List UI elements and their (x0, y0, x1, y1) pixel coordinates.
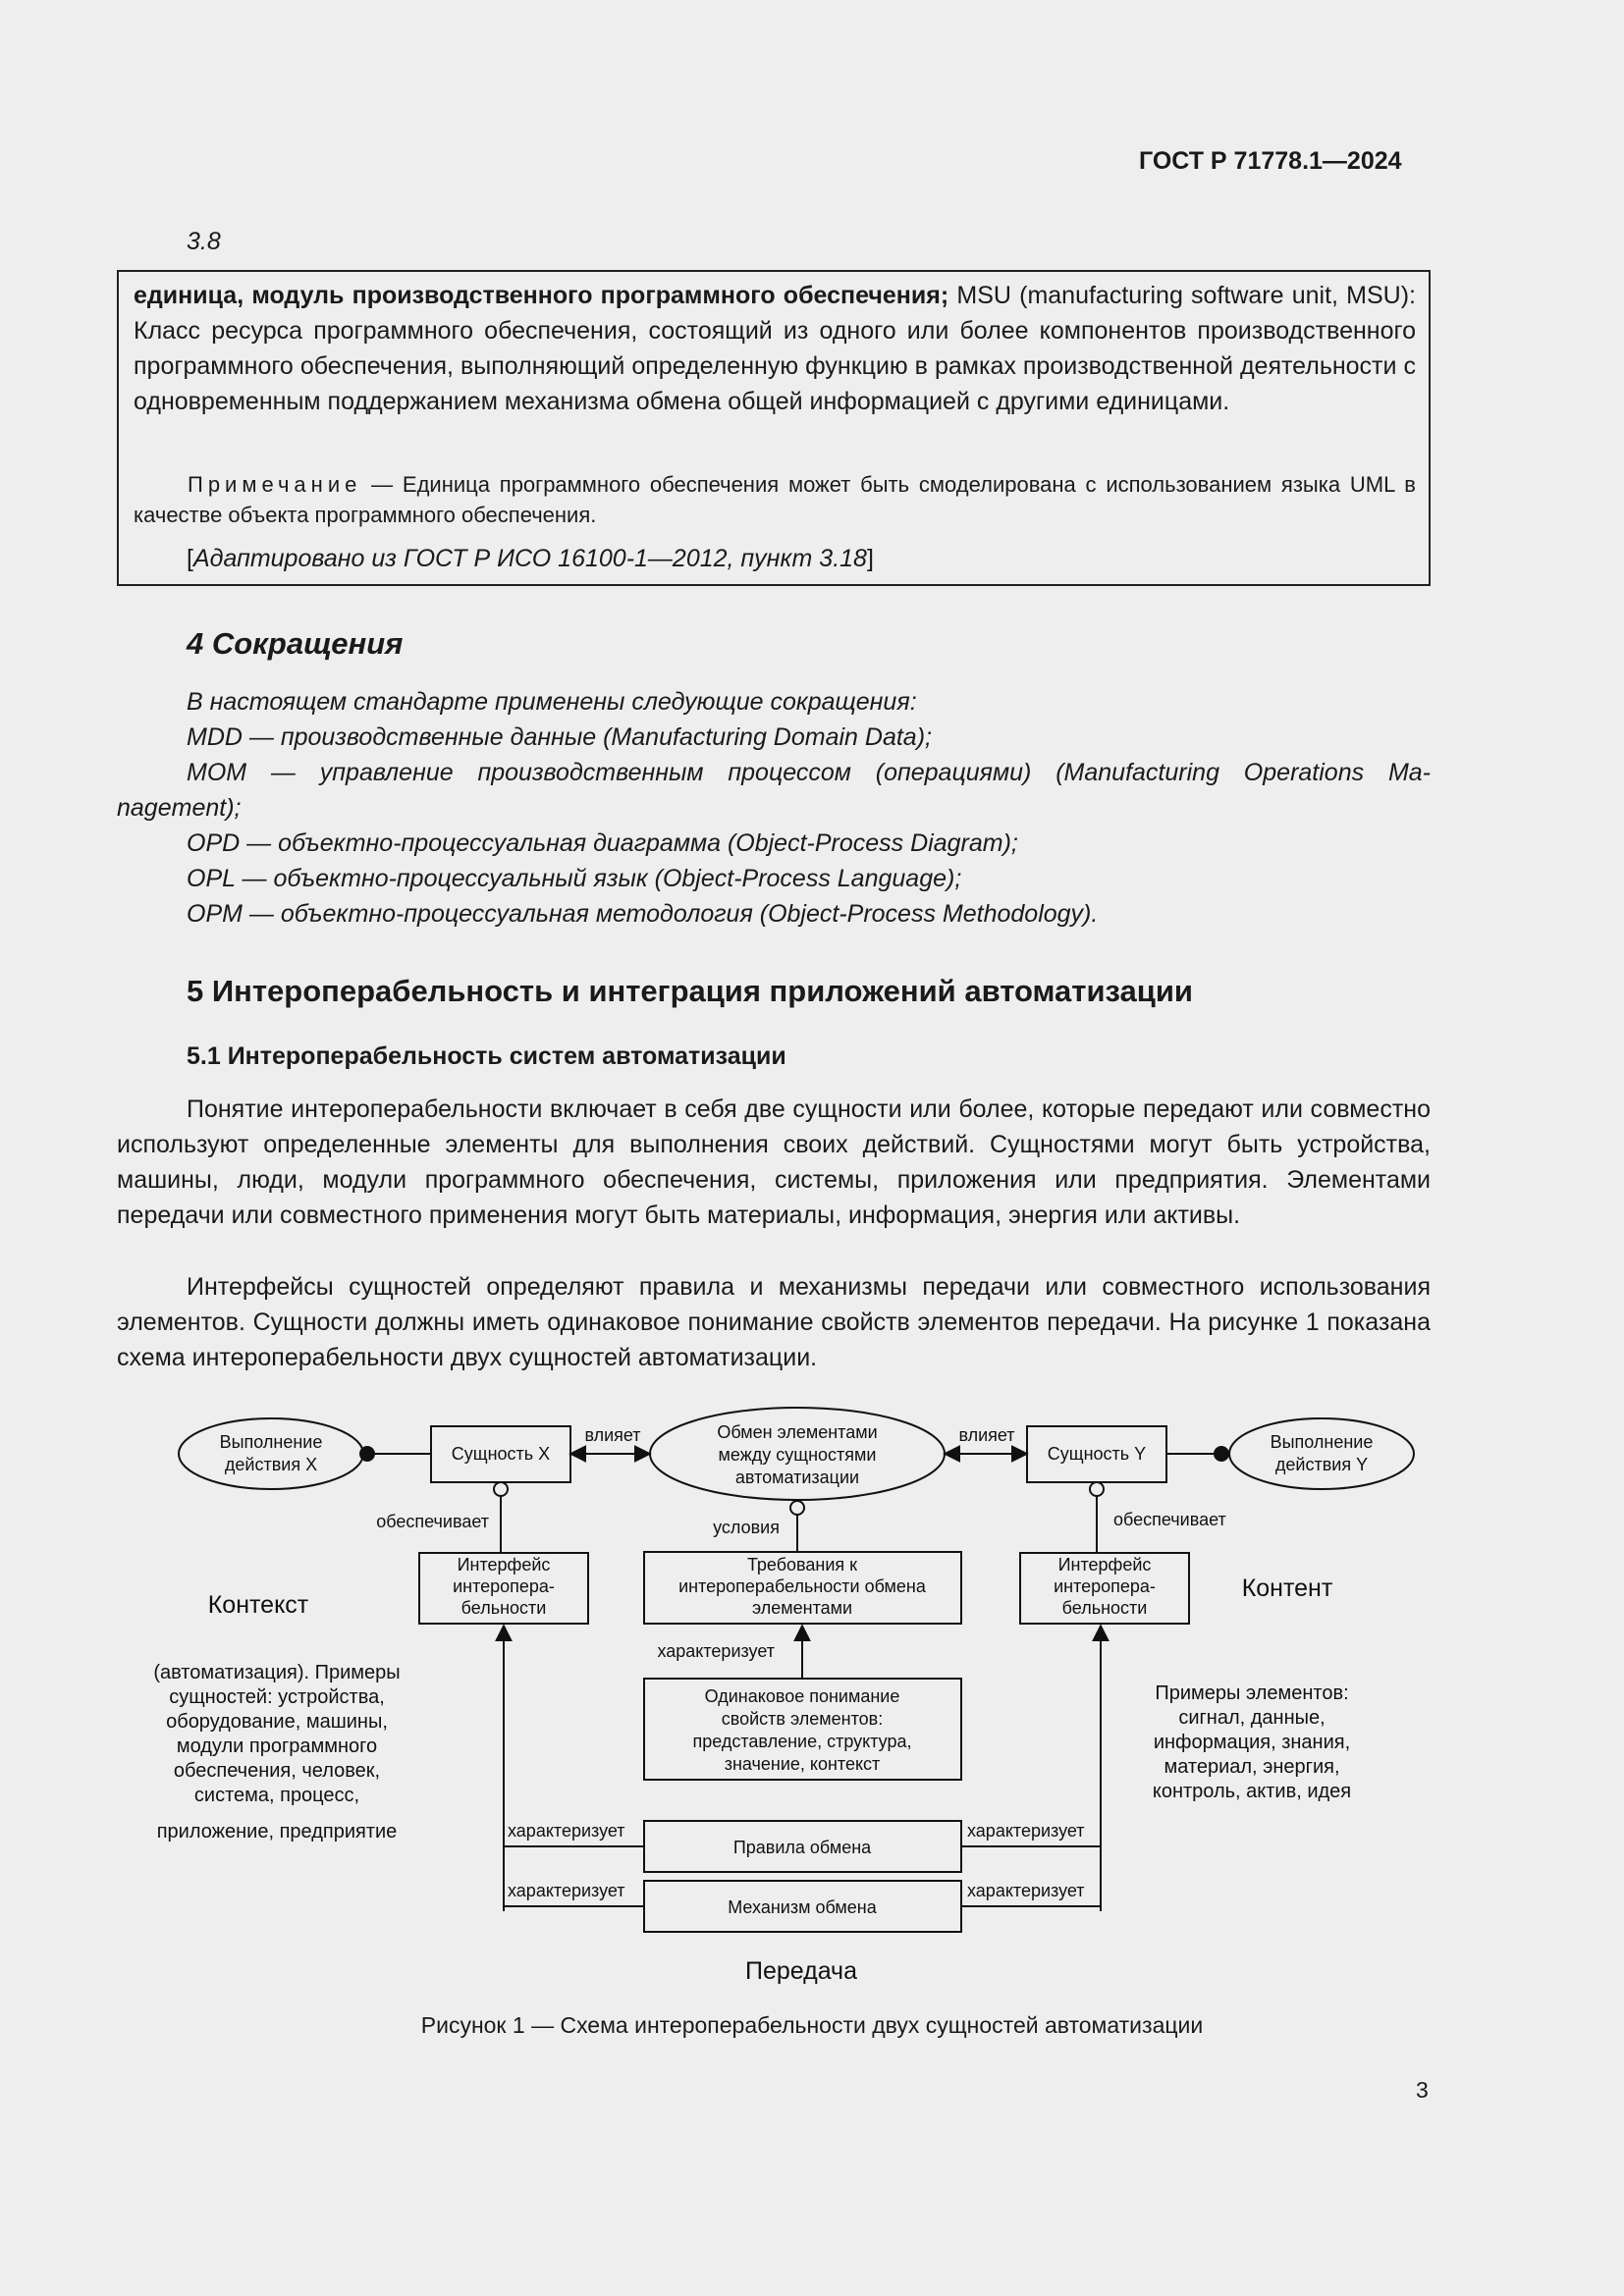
document-code: ГОСТ Р 71778.1—2024 (1139, 147, 1402, 175)
exec-y-ellipse (1229, 1418, 1414, 1489)
exec-x-line1: Выполнение (219, 1432, 323, 1452)
section-4-title: 4 Сокращения (187, 626, 404, 661)
content-line4: материал, энергия, (1164, 1756, 1340, 1778)
context-line5: обеспечения, человек, (173, 1760, 381, 1782)
influences-right-label: влияет (958, 1425, 1015, 1445)
term-number: 3.8 (187, 228, 221, 255)
term-definition (134, 278, 1416, 419)
iface-x-line3: бельности (460, 1598, 547, 1618)
rules-label: Правила обмена (732, 1838, 872, 1857)
context-line7: приложение, предприятие (156, 1821, 398, 1842)
exec-y-line1: Выполнение (1270, 1432, 1374, 1452)
characterizes-req-label: характеризует (657, 1641, 775, 1661)
context-line2: сущностей: устройства, (169, 1686, 385, 1708)
content-line5: контроль, актив, идея (1152, 1781, 1352, 1802)
provides-left-label: обеспечивает (376, 1512, 489, 1531)
context-line6: система, процесс, (193, 1785, 360, 1806)
content-line3: информация, знания, (1153, 1732, 1351, 1753)
provides-circle (494, 1482, 508, 1496)
note-label: Примечание (188, 472, 362, 497)
context-title: Контекст (207, 1591, 309, 1619)
provides-circle (1090, 1482, 1104, 1496)
provides-right-label: обеспечивает (1113, 1510, 1226, 1529)
context-line1: (автоматизация). Примеры (153, 1662, 401, 1683)
abbr-intro: В настоящем стандарте применены следующие сокращения: (187, 688, 917, 716)
understanding-line1: Одинаковое понимание (704, 1686, 900, 1706)
paragraph-1: Понятие интероперабельности включает в себя две сущности или более, которые передают или совместно используют определенные элементы для выполнения своих действий. Сущностями могут быть устройства, машины, люди, модули программного обеспечения, системы, приложения или предприятия. Элементами передачи или совместного применения могут быть материалы, информация, энергия или активы. (117, 1095, 1431, 1229)
understanding-line2: свойств элементов: (721, 1709, 884, 1729)
understanding-line3: представление, структура, (692, 1732, 912, 1751)
abbr-item: MDD — производственные данные (Manufacturing Domain Data); (187, 723, 932, 751)
section-5-title: 5 Интероперабельность и интеграция приложений автоматизации (187, 974, 1193, 1008)
page-number: 3 (1416, 2077, 1429, 2103)
exchange-line2: между сущностями (718, 1445, 877, 1465)
abbr-item: OPM — объектно-процессуальная методология (Object-Process Methodology). (187, 900, 1099, 928)
understanding-line4: значение, контекст (724, 1754, 881, 1774)
exec-x-ellipse (179, 1418, 363, 1489)
iface-y-line3: бельности (1061, 1598, 1148, 1618)
exec-x-line2: действия X (224, 1455, 318, 1474)
influences-left-label: влияет (584, 1425, 641, 1445)
abbr-item: OPD — объектно-процессуальная диаграмма (Object-Process Diagram); (187, 829, 1018, 857)
content-title: Контент (1241, 1575, 1333, 1602)
char-left-1: характеризует (508, 1821, 625, 1841)
entity-x-label: Сущность X (451, 1444, 551, 1464)
abbr-item: MOM — управление производственным процессом (операциями) (Manufacturing Operations Ma- (187, 759, 1431, 786)
figure-caption: Рисунок 1 — Схема интероперабельности двух сущностей автоматизации (420, 2012, 1204, 2038)
iface-y-line1: Интерфейс (1057, 1555, 1152, 1575)
exchange-line3: автоматизации (734, 1468, 860, 1487)
abbr-item: OPL — объектно-процессуальный язык (Object-Process Language); (187, 865, 962, 892)
conditions-label: условия (713, 1518, 780, 1537)
char-right-2: характеризует (967, 1881, 1085, 1900)
mechanism-label: Механизм обмена (728, 1897, 877, 1917)
abbr-item-cont: nagement); (117, 794, 242, 822)
conditions-circle (790, 1501, 804, 1515)
requirements-line3: элементами (751, 1598, 853, 1618)
interoperability-diagram (0, 1394, 1624, 2002)
term-source: [Адаптировано из ГОСТ Р ИСО 16100-1—2012, пункт 3.18] (187, 545, 874, 572)
transfer-label: Передача (744, 1957, 858, 1985)
char-right-1: характеризует (967, 1821, 1085, 1841)
entity-y-label: Сущность Y (1047, 1444, 1147, 1464)
term-note (134, 469, 1416, 530)
connector-dot (359, 1446, 375, 1462)
content-line2: сигнал, данные, (1178, 1707, 1326, 1729)
content-line1: Примеры элементов: (1155, 1682, 1349, 1704)
requirements-line2: интероперабельности обмена (678, 1576, 926, 1596)
iface-x-line1: Интерфейс (457, 1555, 551, 1575)
term-title: единица, модуль производственного программного обеспечения; (134, 282, 949, 309)
note-body: — Единица программного обеспечения может быть смоделирована с использованием языка UML в качестве объекта программного обеспечения. (134, 472, 1416, 527)
char-left-2: характеризует (508, 1881, 625, 1900)
paragraph-2: Интерфейсы сущностей определяют правила и механизмы передачи или совместного использования элементов. Сущности должны иметь одинаковое понимание свойств элементов передачи. На рисунке 1 показана схема интероперабельности двух сущностей автоматизации. (117, 1273, 1431, 1371)
context-line3: оборудование, машины, (166, 1711, 388, 1733)
exec-y-line2: действия Y (1274, 1455, 1369, 1474)
iface-x-line2: интеропера- (453, 1576, 555, 1596)
iface-y-line2: интеропера- (1054, 1576, 1156, 1596)
term-body: MSU (manufacturing software unit, MSU): Класс ресурса программного обеспечения, состоящий из одного или более компонентов производственного программного обеспечения, выполняющий определенную функцию в рамках производственной деятельности с одновременным поддержанием механизма обмена общей информацией с другими единицами. (134, 282, 1416, 415)
exchange-line1: Обмен элементами (717, 1422, 878, 1442)
requirements-line1: Требования к (746, 1555, 858, 1575)
context-line4: модули программного (176, 1735, 378, 1757)
source-italic: Адаптировано из ГОСТ Р ИСО 16100-1—2012, пункт 3.18 (192, 545, 867, 572)
section-5-1-title: 5.1 Интероперабельность систем автоматизации (187, 1042, 786, 1070)
connector-dot (1214, 1446, 1229, 1462)
